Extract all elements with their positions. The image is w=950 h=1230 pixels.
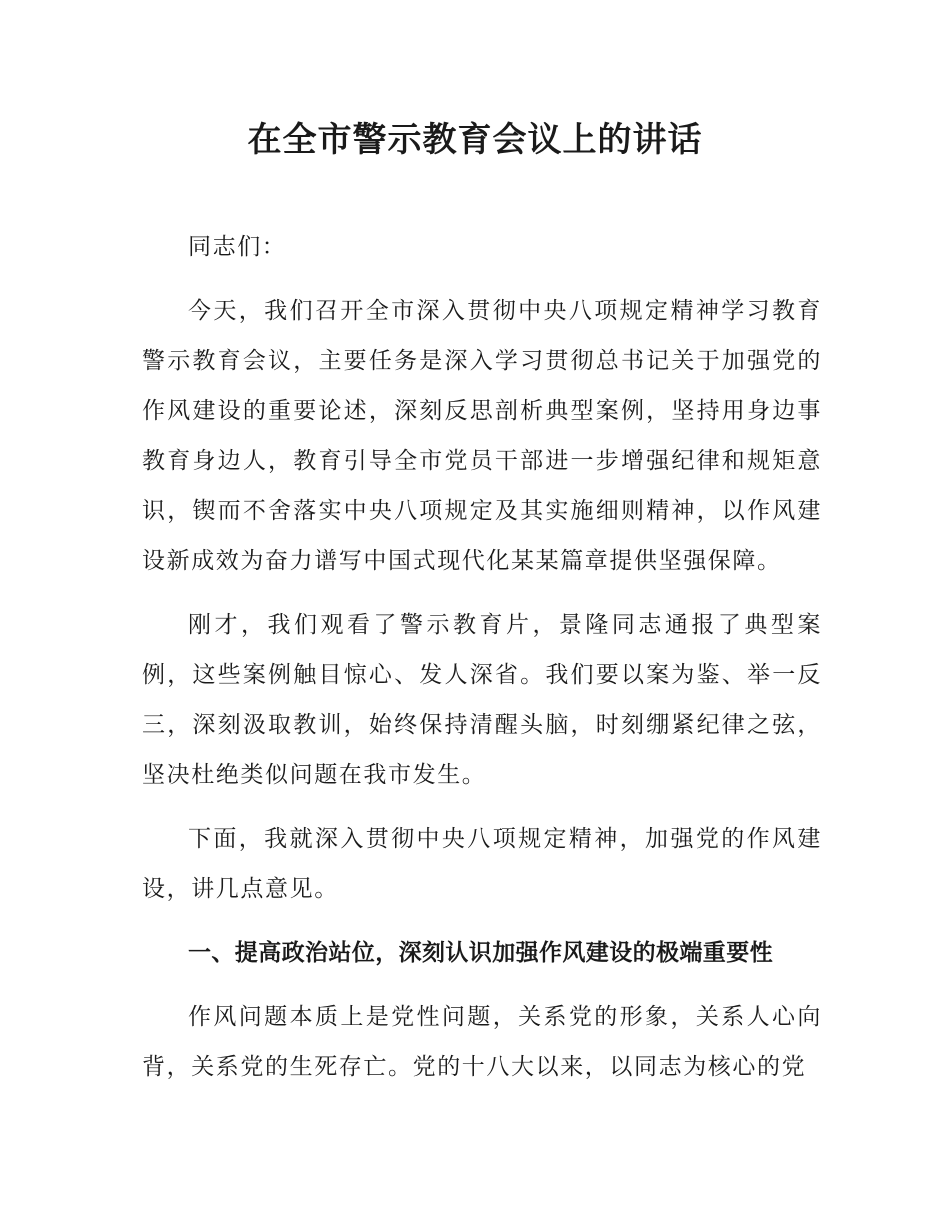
document-body bbox=[142, 222, 822, 1106]
paragraph-intro-points: 下面，我就深入贯彻中央八项规定精神，加强党的作风建设，讲几点意见。 bbox=[142, 826, 822, 902]
paragraph-cases: 刚才，我们观看了警示教育片，景隆同志通报了典型案例，这些案例触目惊心、发人深省。我们要以案为鉴、举一反三，深刻汲取教训，始终保持清醒头脑，时刻绷紧纪律之弦，坚决杜绝类似问题在我市发生。 bbox=[142, 612, 822, 788]
salutation: 同志们： bbox=[188, 234, 287, 260]
document-title: 在全市警示教育会议上的讲话 bbox=[247, 120, 703, 160]
section-heading-1: 一、提高政治站位，深刻认识加强作风建设的极端重要性 bbox=[188, 940, 773, 966]
paragraph-opening: 今天，我们召开全市深入贯彻中央八项规定精神学习教育警示教育会议，主要任务是深入学习贯彻总书记关于加强党的作风建设的重要论述，深刻反思剖析典型案例，坚持用身边事教育身边人，教育引导全市党员干部进一步增强纪律和规矩意识，锲而不舍落实中央八项规定及其实施细则精神，以作风建设新成效为奋力谱写中国式现代化某某篇章提供坚强保障。 bbox=[142, 298, 822, 574]
paragraph-section-1: 作风问题本质上是党性问题，关系党的形象，关系人心向背，关系党的生死存亡。党的十八大以来，以同志为核心的党 bbox=[142, 1004, 822, 1080]
